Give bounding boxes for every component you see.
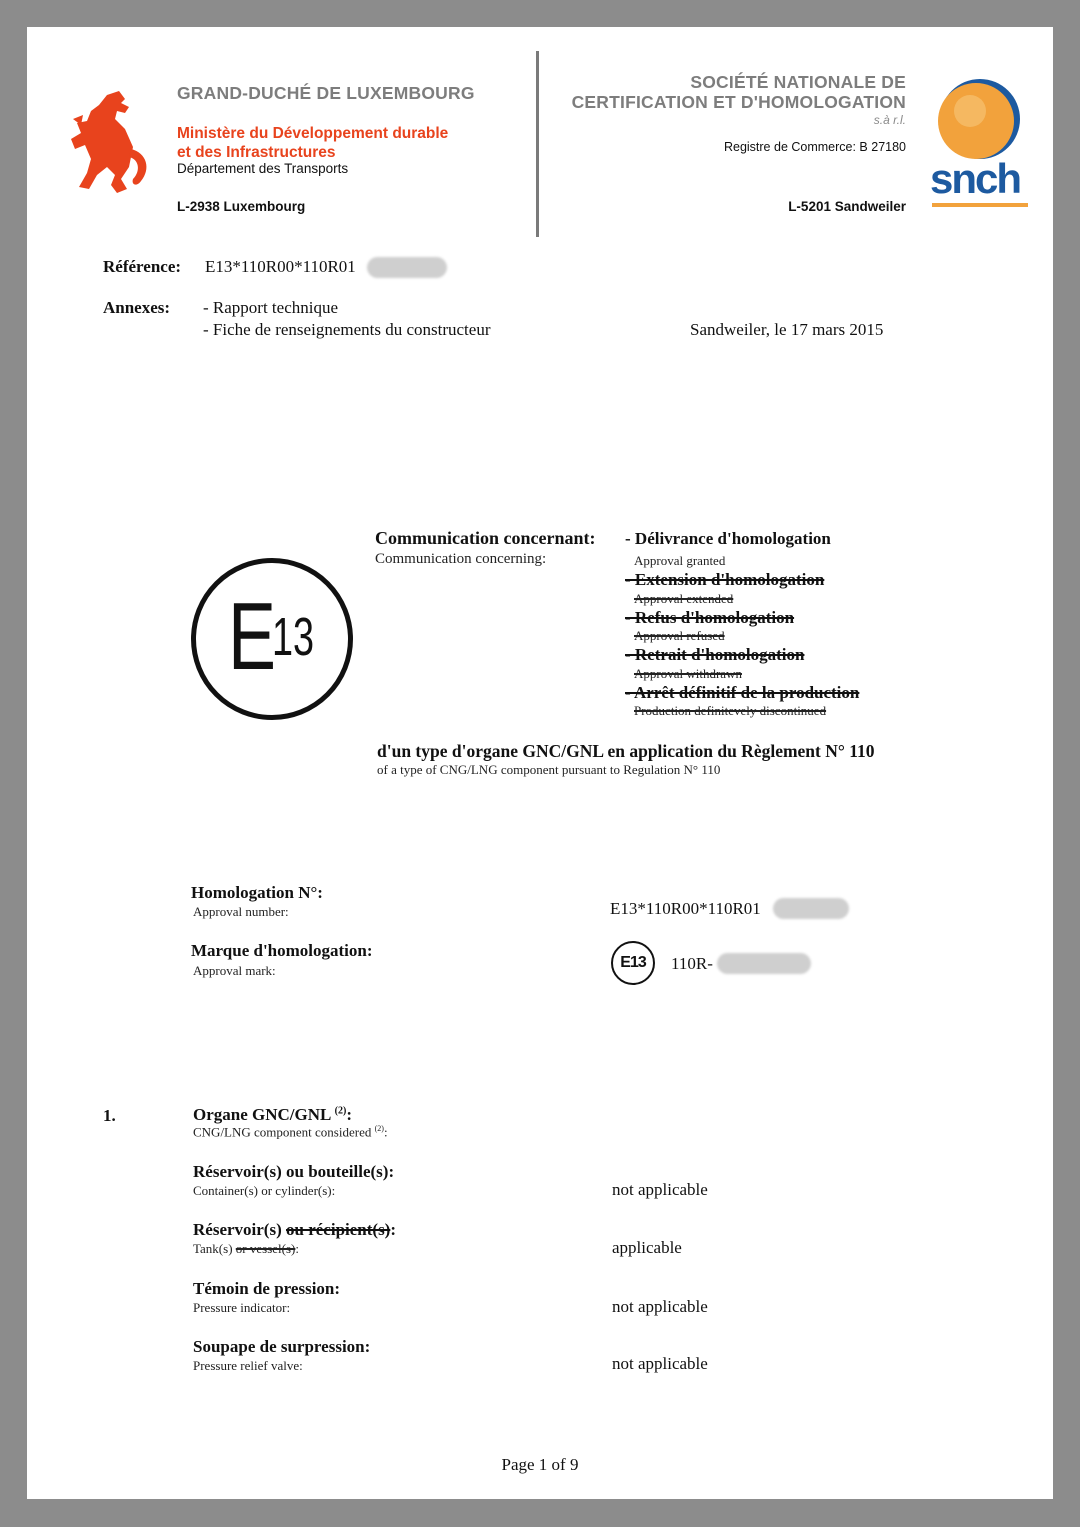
company-legal-form: s.à r.l.: [873, 113, 906, 127]
header-divider: [536, 51, 539, 237]
ministry-line-2: et des Infrastructures: [177, 144, 336, 161]
containers-value: not applicable: [612, 1180, 708, 1199]
option-approval-granted: - Délivrance d'homologation: [625, 529, 831, 548]
communication-label-en: Communication concerning:: [375, 551, 547, 567]
tanks-label-text: Réservoir(s): [193, 1220, 286, 1239]
company-address: L-5201 Sandweiler: [788, 199, 906, 214]
annex-item: - Fiche de renseignements du constructeur: [203, 320, 491, 339]
redacted-field: [773, 898, 849, 919]
redacted-field: [367, 257, 447, 278]
option-approval-granted-en: Approval granted: [634, 553, 726, 568]
subject-fr: d'un type d'organe GNC/GNL en application du Règlement N° 110: [377, 741, 875, 761]
option-approval-refused: - Refus d'homologation: [625, 608, 795, 627]
snch-logo-text: snch: [930, 155, 1021, 202]
reference-label: Référence:: [103, 257, 182, 276]
approval-number-label-en: Approval number:: [193, 904, 289, 919]
redacted-field: [717, 953, 811, 974]
approval-mark-label-en: Approval mark:: [193, 963, 276, 978]
reference-value: E13*110R00*110R01: [205, 257, 356, 276]
section-title-en-colon: :: [383, 1124, 388, 1140]
option-approval-withdrawn: - Retrait d'homologation: [625, 645, 805, 664]
snch-logo-underline: [932, 203, 1028, 207]
containers-label-fr: Réservoir(s) ou bouteille(s):: [193, 1162, 395, 1181]
approval-number-value: E13*110R00*110R01: [610, 899, 761, 918]
pressure-indicator-value: not applicable: [612, 1297, 708, 1316]
containers-label-en: Container(s) or cylinder(s):: [193, 1183, 336, 1198]
tanks-label-en-text: Tank(s): [193, 1241, 236, 1256]
approval-mark-emblem: [611, 941, 655, 985]
ministry-line-1: Ministère du Développement durable: [177, 125, 449, 142]
option-approval-refused-en: Approval refused: [634, 628, 725, 643]
company-name-line-2: CERTIFICATION ET D'HOMOLOGATION: [571, 92, 906, 112]
document-page: [27, 27, 1053, 1499]
section-title-colon: :: [346, 1105, 353, 1124]
annexes-label: Annexes:: [103, 298, 171, 317]
section-number: 1.: [103, 1106, 116, 1125]
relief-valve-value: not applicable: [612, 1354, 708, 1373]
luxembourg-lion-icon: [67, 89, 157, 201]
pressure-indicator-label-en: Pressure indicator:: [193, 1300, 291, 1315]
tanks-label-fr: [193, 1220, 396, 1240]
struck-text: or vessel(s): [235, 1241, 296, 1256]
document-date: Sandweiler, le 17 mars 2015: [690, 320, 884, 339]
tanks-label-en-colon: :: [295, 1241, 299, 1256]
tanks-label-en: [193, 1241, 299, 1257]
snch-logo: [930, 71, 1030, 211]
option-approval-extended: - Extension d'homologation: [625, 570, 825, 589]
option-approval-withdrawn-en: Approval withdrawn: [634, 666, 742, 681]
section-title-en: [193, 1124, 388, 1140]
e13-approval-emblem: [191, 558, 353, 720]
section-title-en-text: CNG/LNG component considered: [193, 1124, 372, 1140]
communication-label-fr: Communication concernant:: [375, 528, 596, 548]
approval-mark-emblem-text: E13: [620, 954, 646, 971]
pressure-indicator-label-fr: Témoin de pression:: [193, 1279, 341, 1298]
annex-item: - Rapport technique: [203, 298, 339, 317]
relief-valve-label-en: Pressure relief valve:: [193, 1358, 303, 1373]
approval-mark-label-fr: Marque d'homologation:: [191, 941, 373, 960]
company-registry: Registre de Commerce: B 27180: [723, 140, 906, 154]
company-name-line-1: SOCIÉTÉ NATIONALE DE: [690, 72, 906, 92]
emblem-number: 13: [272, 607, 315, 667]
relief-valve-label-fr: Soupape de surpression:: [193, 1337, 371, 1356]
subject-en: of a type of CNG/LNG component pursuant to Regulation N° 110: [377, 762, 721, 777]
struck-text: ou récipient(s): [286, 1220, 391, 1239]
approval-number-label-fr: Homologation N°:: [191, 883, 323, 902]
option-production-discontinued: - Arrêt définitif de la production: [625, 683, 860, 702]
section-title-text: Organe GNC/GNL: [193, 1105, 331, 1124]
option-production-discontinued-en: Production definitevely discontinued: [634, 703, 827, 718]
footnote-ref: (2): [374, 1124, 384, 1133]
option-approval-extended-en: Approval extended: [634, 591, 734, 606]
emblem-letter: E: [228, 583, 277, 690]
section-title-fr: [193, 1105, 352, 1125]
tanks-value: applicable: [612, 1238, 682, 1257]
footnote-ref: (2): [334, 1105, 347, 1117]
ministry-address: L-2938 Luxembourg: [177, 199, 306, 214]
tanks-label-colon: :: [390, 1220, 397, 1239]
page-number: Page 1 of 9: [501, 1455, 579, 1474]
snch-sphere-icon: [930, 71, 1030, 166]
department-name: Département des Transports: [177, 161, 349, 176]
country-name: GRAND-DUCHÉ DE LUXEMBOURG: [177, 83, 475, 103]
approval-mark-value: 110R-: [671, 954, 713, 973]
